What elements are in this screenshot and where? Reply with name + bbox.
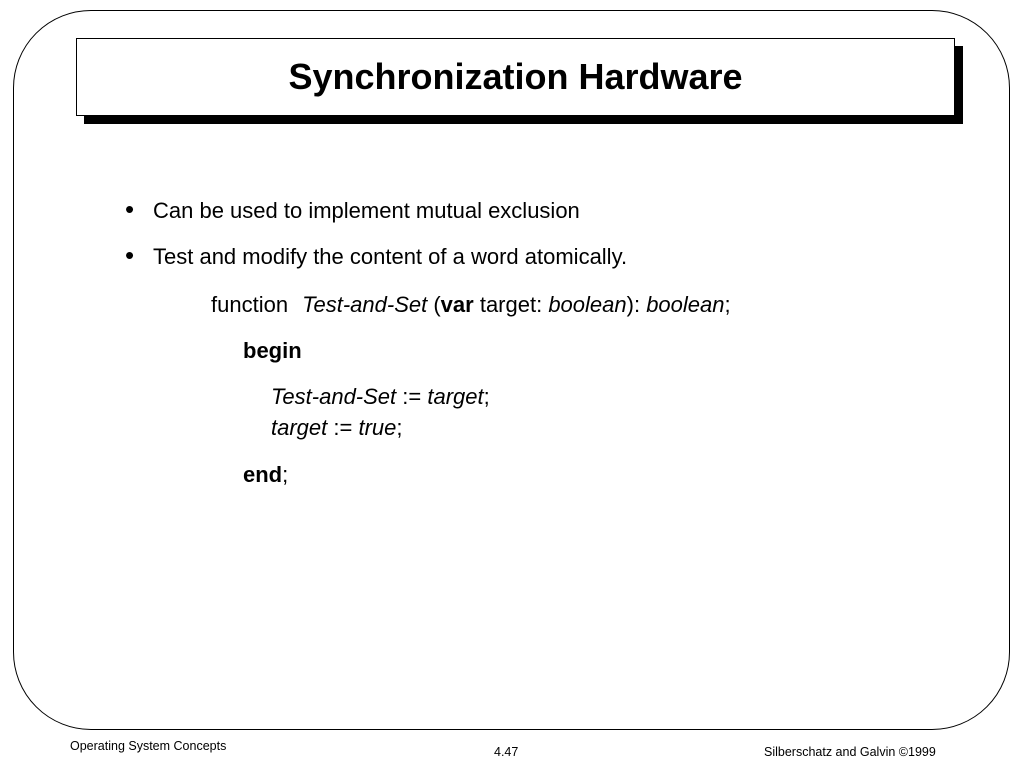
function-keyword: function [211, 292, 289, 317]
close-paren: ): [626, 292, 647, 317]
line1-lhs: Test-and-Set [271, 384, 397, 409]
line1-rhs: target [427, 384, 484, 409]
code-line-2 [271, 415, 403, 441]
code-signature [211, 292, 731, 318]
footer-page-number: 4.47 [494, 745, 519, 759]
line1-op: := [396, 384, 428, 409]
end-keyword: end [243, 462, 283, 487]
var-keyword: var [440, 292, 474, 317]
param-type: boolean [548, 292, 627, 317]
bullet-item [125, 240, 628, 270]
bullet-item [125, 194, 580, 224]
signature-end: ; [724, 292, 731, 317]
line2-op: := [327, 415, 359, 440]
bullet-text: Test and modify the content of a word atomically. [153, 244, 628, 269]
line1-end: ; [483, 384, 490, 409]
param-name: target: [473, 292, 549, 317]
footer-left: Operating System Concepts [70, 739, 227, 753]
line2-end: ; [396, 415, 403, 440]
line2-lhs: target [271, 415, 328, 440]
footer-right: Silberschatz and Galvin ©1999 [764, 745, 936, 759]
function-name: Test-and-Set [302, 292, 428, 317]
bullet-dot-icon: • [125, 240, 135, 270]
slide-title: Synchronization Hardware [288, 56, 743, 97]
code-line-1 [271, 384, 490, 410]
code-begin: begin [243, 338, 302, 363]
code-end [243, 462, 288, 488]
return-type: boolean [646, 292, 725, 317]
line2-rhs: true [358, 415, 397, 440]
bullet-text: Can be used to implement mutual exclusion [153, 198, 580, 223]
end-semicolon: ; [282, 462, 289, 487]
bullet-dot-icon: • [125, 194, 135, 224]
title-box [76, 38, 955, 116]
open-paren: ( [427, 292, 441, 317]
